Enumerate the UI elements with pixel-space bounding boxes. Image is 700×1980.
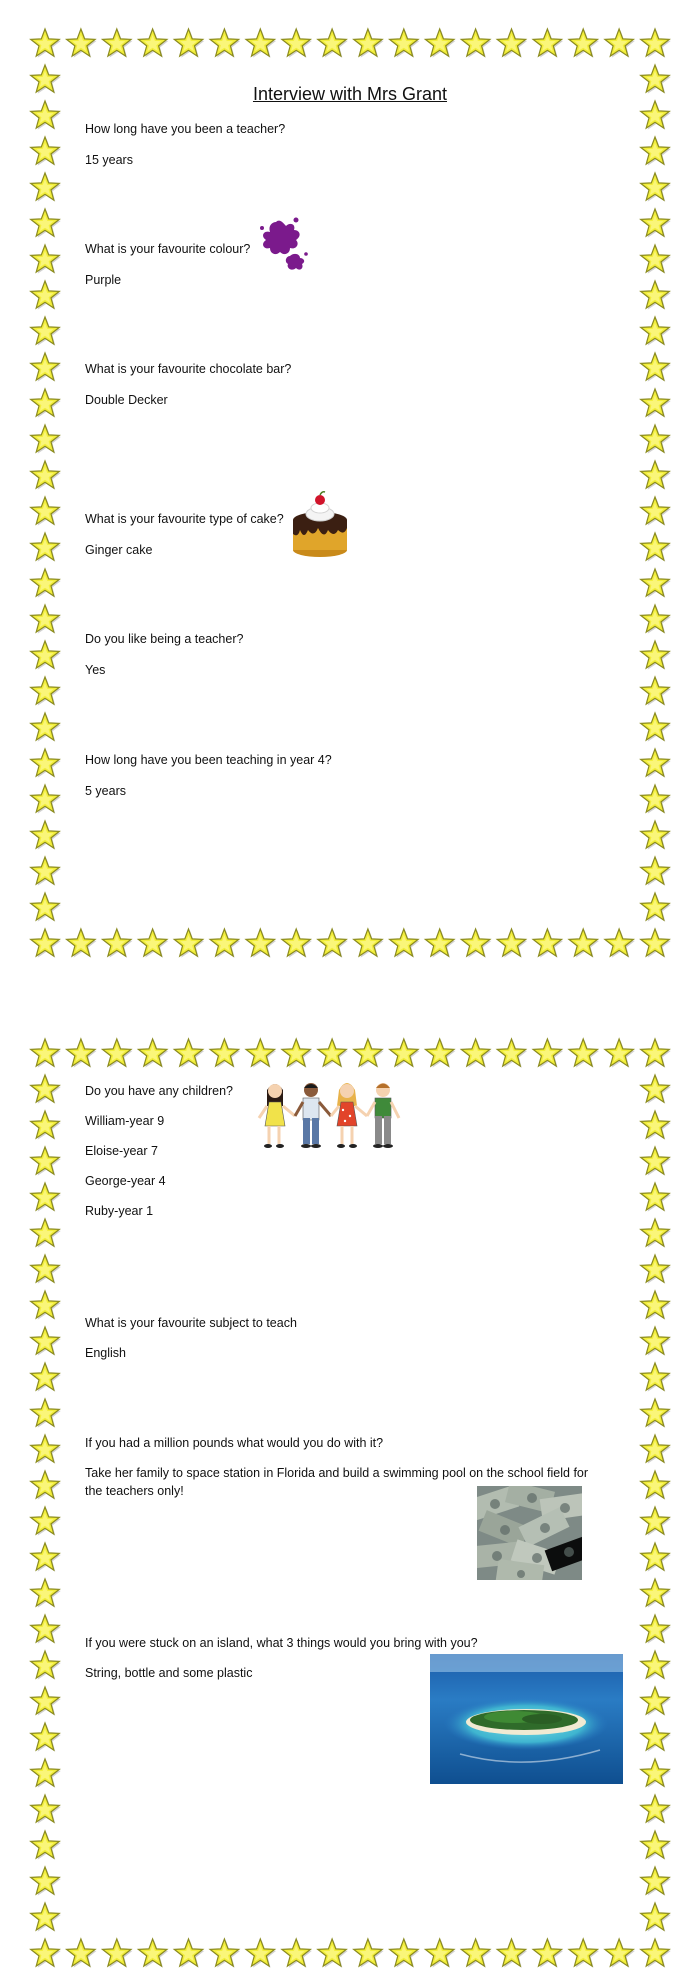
child-3: George-year 4 — [85, 1174, 166, 1188]
document-page-1 — [0, 0, 700, 970]
tropical-island-photo — [430, 1654, 623, 1784]
answer-5: Yes — [85, 663, 106, 677]
answer-4: Ginger cake — [85, 543, 153, 557]
question-subject: What is your favourite subject to teach — [85, 1316, 297, 1330]
answer-3: Double Decker — [85, 393, 168, 407]
page-title: Interview with Mrs Grant — [252, 84, 448, 104]
answer-2: Purple — [85, 273, 122, 287]
answer-subject: English — [85, 1346, 126, 1360]
question-2: What is your favourite colour? — [85, 242, 251, 256]
child-4: Ruby-year 1 — [85, 1204, 154, 1218]
chocolate-cake-icon — [290, 490, 350, 558]
document-page-2 — [0, 1010, 700, 1980]
question-4: What is your favourite type of cake? — [85, 512, 284, 526]
children-holding-hands-icon — [255, 1076, 415, 1154]
answer-1: 15 years — [85, 153, 133, 167]
question-million: If you had a million pounds what would you do with it? — [85, 1436, 384, 1450]
answer-million: Take her family to space station in Florida and build a swimming pool on the school field for the teachers only! — [85, 1466, 589, 1498]
child-2: Eloise-year 7 — [85, 1144, 158, 1158]
answer-island: String, bottle and some plastic — [85, 1666, 253, 1680]
question-6: How long have you been teaching in year 4? — [85, 753, 332, 767]
purple-paint-splat-icon — [256, 216, 312, 274]
question-children: Do you have any children? — [85, 1084, 234, 1098]
question-1: How long have you been a teacher? — [85, 122, 286, 136]
child-1: William-year 9 — [85, 1114, 165, 1128]
answer-6: 5 years — [85, 784, 126, 798]
question-island: If you were stuck on an island, what 3 things would you bring with you? — [85, 1636, 478, 1650]
star-border-page-1 — [0, 0, 700, 970]
money-pile-photo — [477, 1486, 582, 1580]
question-5: Do you like being a teacher? — [85, 632, 244, 646]
question-3: What is your favourite chocolate bar? — [85, 362, 292, 376]
